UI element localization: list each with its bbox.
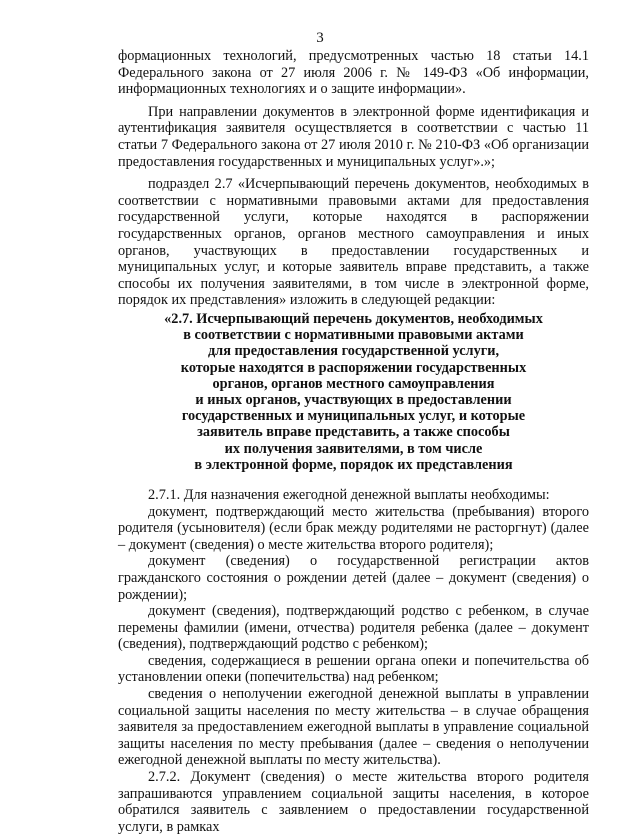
heading-line: государственных и муниципальных услуг, и которые [181,408,526,425]
list-item-birth-registration: документ (сведения) о государственной регистрации актов гражданского состояния о рождении детей (далее – документ (сведения) о рождении); [118,553,589,603]
paragraph-identification: При направлении документов в электронной форме идентификация и аутентификация заявителя осуществляется в соответствии с частью 11 статьи 7 Федерального закона от 27 июля 2010 г. № 210-ФЗ «Об организации предоставления государственных и муниципальных услуг».»; [118,103,589,170]
heading-line: и иных органов, участвующих в предоставлении [195,391,512,408]
list-item-guardianship-info: сведения, содержащиеся в решении органа опеки и попечительства об установлении опеки (попечительства) над ребенком; [118,652,589,686]
heading-line: в электронной форме, порядок их представления [194,456,513,473]
page-number: 3 [316,30,324,46]
list-item-residence-document: документ, подтверждающий место жительства (пребывания) второго родителя (усыновителя) (если брак между родителями не расторгнут) (далее – документ (сведения) о месте жительства второго родителя); [118,503,589,553]
paragraph-2-7-2: 2.7.2. Документ (сведения) о месте жительства второго родителя запрашиваются управлением социальной защиты населения, в которое обратился заявитель с заявлением о предоставлении государственной услуги, в рамках [118,769,589,835]
heading-line: их получения заявителями, в том числе [224,440,483,457]
section-heading-2-7 [118,311,589,473]
heading-line: органов, органов местного самоуправления [212,375,495,392]
paragraph-subsection-2-7-intro: подраздел 2.7 «Исчерпывающий перечень документов, необходимых в соответствии с нормативными правовыми актами для предоставления государственной услуги, которые находятся в распоряжении государственных органов, органов местного самоуправления и иных органов, участвующих в предоставлении государственных и муниципальных услуг, и которые заявитель вправе представить, а также способы их получения заявителями, в том числе в электронной форме, порядок их представления» изложить в следующей редакции: [118,176,589,309]
list-item-kinship-document: документ (сведения), подтверждающий родство с ребенком, в случае перемены фамилии (имени, отчества) родителя ребенка (далее – документ (сведения), подтверждающий родство с ребенком); [118,603,589,653]
heading-line: в соответствии с нормативными правовыми актами [183,327,524,344]
heading-line: для предоставления государственной услуги, [207,343,500,360]
paragraph-continuation: формационных технологий, предусмотренных частью 18 статьи 14.1 Федерального закона от 27 июля 2006 г. № 149-ФЗ «Об информации, информационных технологиях и о защите информации». [118,48,589,98]
heading-line: которые находятся в распоряжении государственных [180,359,527,376]
paragraph-2-7-1: 2.7.1. Для назначения ежегодной денежной выплаты необходимы: [148,486,550,503]
document-body [118,48,589,835]
heading-line: «2.7. Исчерпывающий перечень документов, необходимых [164,310,543,327]
heading-line: заявитель вправе представить, а также способы [197,424,510,441]
list-item-non-receipt-info: сведения о неполучении ежегодной денежной выплаты в управлении социальной защиты населения по месту жительства – в случае обращения заявителя за предоставлением ежегодной выплаты в управление социальной защиты населения по месту пребывания (далее – сведения о неполучении ежегодной денежной выплаты по месту жительства). [118,686,589,769]
